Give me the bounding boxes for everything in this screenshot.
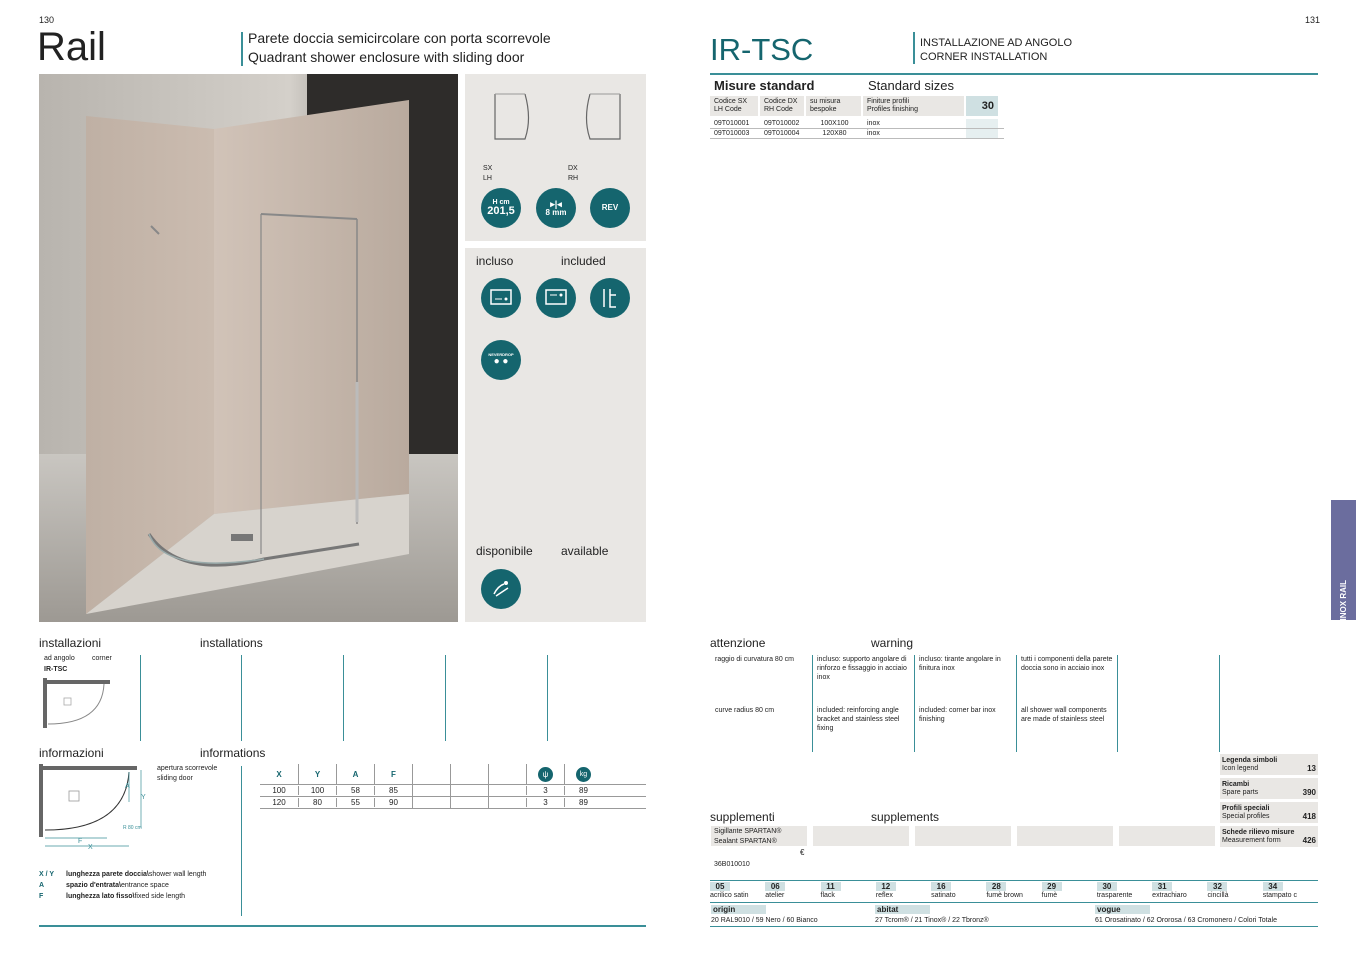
header-blank-3 [488, 764, 526, 785]
hdr-dx [760, 96, 804, 116]
dx-variant-icon [580, 89, 625, 144]
glass-name: reflex [875, 892, 893, 899]
row2-x: 120 [272, 798, 286, 807]
dimensions-row-1 [260, 785, 646, 797]
warning-col-2 [817, 655, 909, 733]
glass-types [710, 882, 1318, 902]
glass-code: 11 [821, 882, 841, 891]
warning-divider-5 [1219, 655, 1220, 752]
hdr-sx-en: LH Code [714, 106, 742, 113]
included-en: included [561, 254, 606, 268]
glass-name: satinato [931, 892, 956, 899]
warning-3-it: incluso: tirante angolare in finitura inox [919, 656, 1001, 672]
legend-row-f [39, 892, 239, 901]
finish-vogue-tag [1095, 905, 1150, 914]
diagram-label-f: F [78, 838, 83, 845]
index-1-it: Legenda simboli [1222, 757, 1278, 764]
glass-name: acrilico satin [710, 892, 749, 899]
header-blank-2 [450, 764, 488, 785]
glass-code: 05 [710, 882, 730, 891]
lh-label: LH [483, 175, 492, 182]
hdr-finish [863, 96, 964, 116]
index-3-en: Special profiles [1222, 813, 1270, 820]
installations-en: installations [200, 636, 263, 650]
info-it: informazioni [39, 746, 104, 760]
row2-weight: 89 [564, 798, 602, 807]
glass-name: stampato c [1262, 892, 1297, 899]
row1-a: 58 [336, 786, 374, 795]
warning-en: warning [871, 636, 914, 650]
glass-type-28 [986, 882, 1041, 900]
hand-cleaning-icon [481, 569, 521, 609]
available-en: available [561, 544, 609, 558]
header-line [710, 73, 1318, 75]
install-divider-3 [343, 655, 344, 741]
glass-type-31 [1152, 882, 1207, 900]
row1-blank-1 [412, 785, 450, 797]
warning-divider-4 [1117, 655, 1118, 752]
product-title: Rail [37, 25, 106, 69]
glass-code: 06 [765, 882, 785, 891]
legend-row-xy [39, 870, 239, 879]
header-y: Y [298, 764, 336, 785]
glass-name: atelier [765, 892, 785, 899]
warning-1-it: raggio di curvatura 80 cm [715, 656, 794, 663]
supplement-slot-3 [915, 826, 1011, 846]
glass-type-29 [1042, 882, 1097, 900]
glass-name: fumè brown [986, 892, 1023, 899]
install-divider-5 [547, 655, 548, 741]
install-en: CORNER INSTALLATION [920, 51, 1048, 63]
glass-code: 30 [1097, 882, 1117, 891]
index-special-profiles[interactable] [1220, 802, 1318, 823]
legend-en-f: fixed side length [134, 893, 186, 900]
reversible-icon: REV [590, 188, 630, 228]
r1-size: 100X100 [820, 120, 849, 127]
row2-blank-2 [450, 797, 488, 809]
glass-thickness-icon: ▸|◂ 8 mm [536, 188, 576, 228]
supplement-it: Sigillante SPARTAN® [714, 828, 782, 835]
glass-type-32 [1207, 882, 1262, 900]
available-it: disponibile [476, 544, 533, 558]
left-footer-line [39, 925, 646, 927]
index-2-page: 390 [1302, 788, 1316, 797]
r1-dx: 09T010002 [764, 120, 800, 127]
supplements-it: supplementi [710, 810, 775, 824]
index-3-page: 418 [1302, 812, 1316, 821]
glass-code: 32 [1207, 882, 1227, 891]
glass-name: extrachiaro [1152, 892, 1187, 899]
glass-code: 31 [1152, 882, 1172, 891]
right-footer-line [710, 926, 1318, 927]
install-divider-1 [140, 655, 141, 741]
glass-thickness: 8 mm [545, 207, 567, 217]
glass-bottom-line [710, 902, 1318, 903]
warning-4-en: all shower wall components are made of stainless steel [1021, 707, 1107, 723]
header-f: F [374, 764, 412, 785]
hdr-finish-code: 30 [966, 96, 998, 116]
finish-abitat-label: abitat [877, 905, 899, 914]
diagram-label-x: X [88, 844, 93, 851]
model-divider [913, 32, 915, 64]
hdr-dx-it: Codice DX [764, 98, 798, 105]
info-en: informations [200, 746, 266, 760]
supplement-slot-5 [1119, 826, 1215, 846]
header-icon-1 [526, 764, 564, 785]
row2-blank-1 [412, 797, 450, 809]
header-a: A [336, 764, 374, 785]
door-type-it: apertura scorrevole [157, 765, 218, 772]
warning-divider-1 [812, 655, 813, 752]
glass-code: 16 [931, 882, 951, 891]
row1-x: 100 [272, 786, 286, 795]
index-3-it: Profili speciali [1222, 805, 1270, 812]
finish-origin-value: 20 RAL9010 / 59 Nero / 60 Bianco [711, 917, 818, 924]
row1-blank-2 [450, 785, 488, 797]
included-it: incluso [476, 254, 514, 268]
hdr-dx-en: RH Code [764, 106, 793, 113]
legend-key-a: A [39, 882, 45, 889]
bracket-icon [481, 278, 521, 318]
sizes-row-1 [710, 119, 1004, 129]
warning-col-1 [715, 655, 807, 715]
glass-code: 29 [1042, 882, 1062, 891]
legend-en-a: entrance space [120, 882, 169, 889]
row1-f: 85 [374, 786, 412, 795]
sx-label: SX [483, 165, 493, 172]
finish-abitat-value: 27 Tcrom® / 21 Tinox® / 22 Tbronz® [875, 917, 989, 924]
fixing-icon [536, 278, 576, 318]
glass-type-16 [931, 882, 986, 900]
dimensions-table [260, 764, 646, 809]
legend-it-a: spazio d'entrata\ [66, 882, 121, 889]
row2-y: 80 [298, 798, 336, 807]
warning-4-it: tutti i componenti della parete doccia sono in acciaio inox [1021, 656, 1113, 672]
door-type-en: sliding door [157, 775, 193, 782]
r2-size: 120X80 [822, 130, 847, 137]
glass-name: fumè [1041, 892, 1058, 899]
hdr-sx [710, 96, 758, 116]
sizes-it: Misure standard [714, 78, 815, 93]
warning-divider-2 [914, 655, 915, 752]
row1-blank-3 [488, 785, 526, 797]
supplements-en: supplements [871, 810, 940, 824]
index-4-page: 426 [1302, 836, 1316, 845]
finish-abitat-tag [875, 905, 930, 914]
warning-it: attenzione [710, 636, 766, 650]
r2-finish: inox [867, 130, 880, 137]
glass-type-06 [765, 882, 820, 900]
row2-handle: 3 [526, 798, 564, 807]
profile-icon [590, 278, 630, 318]
glass-code: 28 [986, 882, 1006, 891]
warning-2-en: included: reinforcing angle bracket and stainless steel fixing [817, 707, 900, 732]
glass-type-11 [821, 882, 876, 900]
height-value: 201,5 [487, 205, 515, 217]
install-type-en: corner [92, 655, 112, 662]
warning-1-en: curve radius 80 cm [715, 707, 775, 714]
installations-it: installazioni [39, 636, 102, 650]
diagram-radius: R 80 cm [123, 825, 142, 831]
supplement-en: Sealant SPARTAN® [714, 838, 777, 845]
row1-y: 100 [298, 786, 336, 795]
diagram-label-y: Y [141, 794, 146, 801]
finish-origin-label: origin [713, 905, 736, 914]
glass-code: 12 [876, 882, 896, 891]
dimensions-header [260, 764, 646, 785]
row1-handle: 3 [526, 786, 564, 795]
index-2-en: Spare parts [1222, 789, 1259, 796]
row2-a: 55 [336, 798, 374, 807]
rh-label: RH [568, 175, 579, 182]
warning-col-4 [1021, 655, 1113, 724]
legend-row-a [39, 881, 239, 890]
variants-panel [465, 74, 646, 241]
index-1-en: Icon legend [1222, 765, 1259, 772]
subtitle-en: Quadrant shower enclosure with sliding door [248, 49, 525, 65]
glass-type-12 [876, 882, 931, 900]
finish-vogue-label: vogue [1097, 905, 1121, 914]
legend-it-xy: lunghezza parete doccia\ [66, 871, 149, 878]
height-icon [481, 188, 521, 228]
info-divider [241, 766, 242, 916]
model-title: IR-TSC [710, 32, 814, 67]
section-side-tab[interactable] [1331, 500, 1356, 620]
glass-code: 34 [1263, 882, 1283, 891]
hdr-finish-it: Finiture profili [867, 98, 910, 105]
subtitle-it: Parete doccia semicircolare con porta scorrevole [248, 30, 551, 46]
row1-weight: 89 [564, 786, 602, 795]
diagram-label-a: A [125, 783, 130, 790]
glass-name: trasparente [1096, 892, 1133, 899]
corner-install-icon [42, 676, 114, 731]
weight-icon: kg [576, 767, 591, 782]
supplement-slot-4 [1017, 826, 1113, 846]
row2-f: 90 [374, 798, 412, 807]
sizes-row-2 [710, 129, 1004, 139]
legend-key-f: F [39, 893, 44, 900]
neverdrop-icon: NEVERDROP ● ● [481, 340, 521, 380]
finish-origin-tag [711, 905, 766, 914]
install-type-it: ad angolo [44, 655, 75, 662]
index-icon-legend[interactable] [1220, 754, 1318, 775]
neverdrop-label: NEVERDROP [488, 352, 514, 357]
sizes-en: Standard sizes [868, 78, 954, 93]
sizes-header [710, 96, 1004, 116]
page-index [1220, 754, 1318, 847]
warning-divider-3 [1016, 655, 1017, 752]
legend-key-xy: X / Y [39, 871, 55, 878]
side-tab-label: INOX RAIL [1339, 579, 1348, 620]
r1-code-cell [966, 119, 998, 128]
header-x: X [276, 769, 282, 779]
included-panel [465, 248, 646, 622]
height-unit: H cm [492, 199, 510, 206]
handle-icon: ψ [538, 767, 553, 782]
r1-sx: 09T010001 [714, 120, 750, 127]
hdr-sx-it: Codice SX [714, 98, 748, 105]
glass-type-34 [1263, 882, 1318, 900]
index-spare-parts[interactable] [1220, 778, 1318, 799]
product-photo [39, 74, 458, 622]
dimension-diagram [37, 762, 149, 852]
sizes-table [710, 96, 1004, 139]
hdr-finish-en: Profiles finishing [867, 106, 918, 113]
supplement-code: 36B010010 [714, 861, 750, 868]
legend-en-xy: shower wall length [148, 871, 207, 878]
warning-col-3 [919, 655, 1011, 724]
supplement-spartan [711, 826, 807, 846]
hdr-bespoke-en: bespoke [810, 106, 837, 113]
row2-blank-3 [488, 797, 526, 809]
install-divider-4 [445, 655, 446, 741]
index-4-it: Schede rilievo misure [1222, 829, 1295, 836]
glass-top-line [710, 880, 1318, 881]
dimension-legend [39, 870, 239, 901]
install-it: INSTALLAZIONE AD ANGOLO [920, 37, 1073, 49]
index-1-page: 13 [1307, 764, 1316, 773]
supplement-slot-2 [813, 826, 909, 846]
page-number-left: 130 [39, 15, 55, 25]
hdr-bespoke-it: su misura [810, 98, 841, 105]
header-icon-2 [564, 764, 602, 785]
title-divider [241, 32, 243, 66]
install-code: IR-TSC [44, 666, 68, 673]
dimensions-row-2 [260, 797, 646, 809]
index-2-it: Ricambi [1222, 781, 1250, 788]
r2-sx: 09T010003 [714, 130, 750, 137]
glass-name: flack [820, 892, 835, 899]
currency-symbol: € [800, 848, 805, 857]
finish-vogue-value: 61 Orosatinato / 62 Ororosa / 63 Cromonero / Colori Totale [1095, 917, 1277, 924]
warning-3-en: included: corner bar inox finishing [919, 707, 996, 723]
header-blank-1 [412, 764, 450, 785]
sx-variant-icon [490, 89, 535, 144]
legend-it-f: lunghezza lato fisso\ [66, 893, 135, 900]
glass-name: cincillà [1207, 892, 1229, 899]
dx-label: DX [568, 165, 578, 172]
glass-type-05 [710, 882, 765, 900]
index-measurement-form[interactable] [1220, 826, 1318, 847]
index-4-en: Measurement form [1222, 837, 1281, 844]
hdr-bespoke [806, 96, 861, 116]
page-number-right: 131 [1305, 15, 1321, 25]
r2-dx: 09T010004 [764, 130, 800, 137]
warning-2-it: incluso: supporto angolare di rinforzo e fissaggio in acciaio inox [817, 656, 907, 681]
glass-type-30 [1097, 882, 1152, 900]
r2-code-cell [966, 129, 998, 138]
install-divider-2 [241, 655, 242, 741]
r1-finish: inox [867, 120, 880, 127]
